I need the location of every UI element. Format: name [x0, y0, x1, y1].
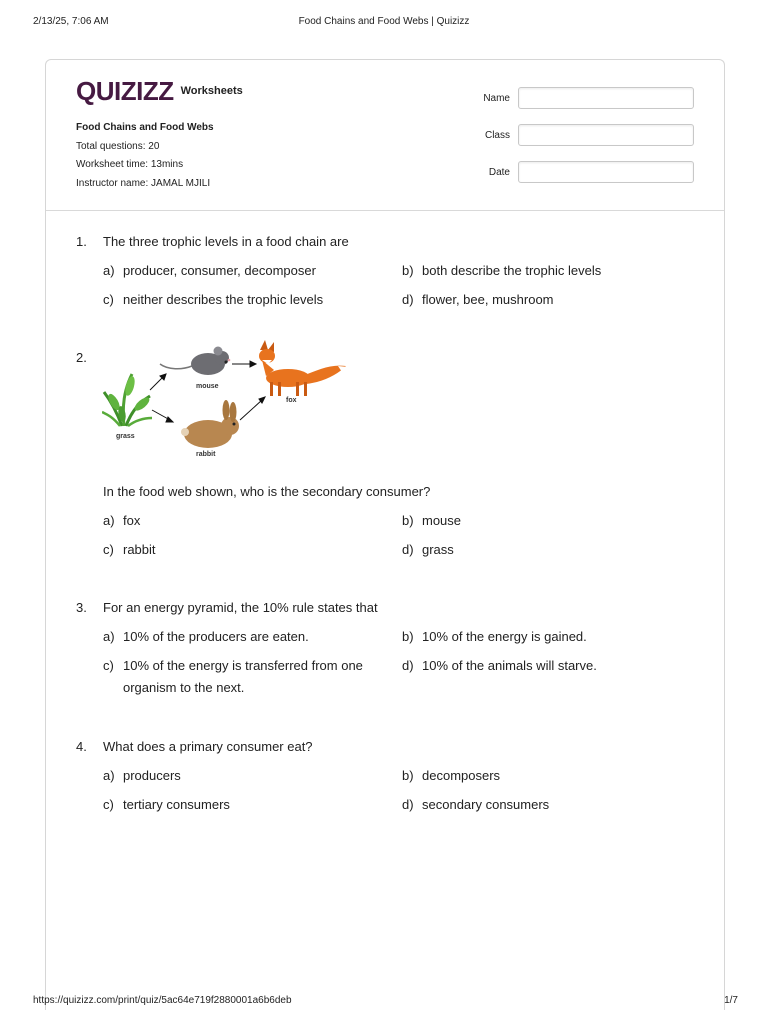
option-d	[402, 655, 692, 677]
worksheet-meta	[76, 119, 214, 193]
class-field[interactable]	[518, 124, 694, 146]
option-letter: a)	[103, 513, 115, 528]
instructor-name: Instructor name: JAMAL MJILI	[76, 177, 211, 189]
option-c	[103, 539, 373, 561]
option-b	[402, 765, 692, 787]
option-a	[103, 626, 373, 648]
option-b	[402, 626, 692, 648]
option-b	[402, 260, 692, 282]
option-d	[402, 289, 692, 311]
option-text: decomposers	[422, 768, 501, 783]
fox-label: fox	[286, 397, 297, 404]
date-label: Date	[488, 166, 510, 178]
option-text: 10% of the animals will starve.	[422, 658, 597, 673]
option-text: rabbit	[123, 542, 156, 557]
option-text-continued: organism to the next.	[123, 680, 245, 695]
food-web-image	[102, 340, 352, 462]
rabbit-icon	[181, 400, 239, 448]
option-letter: a)	[103, 768, 115, 783]
option-d	[402, 539, 692, 561]
option-a	[103, 765, 373, 787]
option-text: producers	[123, 768, 181, 783]
option-c	[103, 289, 373, 311]
worksheet-title: Food Chains and Food Webs	[76, 122, 214, 133]
option-a	[103, 510, 373, 532]
option-text: tertiary consumers	[123, 797, 230, 812]
question-text: For an energy pyramid, the 10% rule states that	[103, 600, 378, 615]
option-d	[402, 794, 692, 816]
quizizz-logo: QUIZIZZ	[76, 76, 174, 106]
question-number: 1.	[76, 234, 87, 249]
option-letter: a)	[103, 629, 115, 644]
question-number: 2.	[76, 350, 87, 365]
rabbit-label: rabbit	[196, 451, 216, 458]
option-text: flower, bee, mushroom	[422, 292, 554, 307]
option-a	[103, 260, 373, 282]
question-number: 4.	[76, 739, 87, 754]
option-text: mouse	[422, 513, 462, 528]
option-letter: c)	[103, 658, 114, 673]
class-label: Class	[484, 129, 510, 141]
print-url: https://quizizz.com/print/quiz/5ac64e719f2880001a6b6deb	[33, 995, 292, 1006]
option-text: secondary consumers	[422, 797, 550, 812]
option-text: grass	[422, 542, 454, 557]
option-letter: c)	[103, 542, 114, 557]
fox-icon	[259, 340, 348, 396]
option-letter: b)	[402, 513, 414, 528]
option-letter: d)	[402, 292, 414, 307]
mouse-label: mouse	[196, 383, 219, 390]
grass-label: grass	[116, 433, 135, 440]
student-fields	[483, 87, 694, 198]
print-date: 2/13/25, 7:06 AM	[33, 16, 109, 27]
page-number: 1/7	[724, 995, 738, 1006]
total-questions: Total questions: 20	[76, 140, 160, 152]
date-field[interactable]	[518, 161, 694, 183]
option-text: fox	[123, 513, 141, 528]
question-text: In the food web shown, who is the secondary consumer?	[103, 484, 431, 499]
option-c	[103, 794, 373, 816]
date-field-row	[483, 161, 694, 183]
option-text: 10% of the energy is transferred from one	[123, 658, 363, 673]
option-letter: a)	[103, 263, 115, 278]
worksheet-time: Worksheet time: 13mins	[76, 159, 184, 170]
option-letter: c)	[103, 292, 114, 307]
product-label: Worksheets	[180, 85, 243, 97]
worksheet-card	[45, 59, 725, 1010]
class-field-row	[483, 124, 694, 146]
question-number: 3.	[76, 600, 87, 615]
option-letter: b)	[402, 768, 414, 783]
print-title: Food Chains and Food Webs | Quizizz	[298, 16, 470, 27]
option-b	[402, 510, 692, 532]
option-c	[103, 655, 373, 699]
worksheet-header	[46, 60, 724, 211]
option-letter: b)	[402, 263, 414, 278]
option-letter: d)	[402, 658, 414, 673]
brand	[76, 78, 243, 104]
option-text: both describe the trophic levels	[422, 263, 602, 278]
name-field-row	[483, 87, 694, 109]
grass-icon	[102, 374, 152, 426]
option-letter: d)	[402, 797, 414, 812]
option-letter: b)	[402, 629, 414, 644]
mouse-icon	[160, 347, 230, 376]
name-label: Name	[483, 92, 510, 104]
option-text: neither describes the trophic levels	[123, 292, 324, 307]
option-text: 10% of the energy is gained.	[422, 629, 587, 644]
option-letter: d)	[402, 542, 414, 557]
option-text: producer, consumer, decomposer	[123, 263, 316, 278]
name-field[interactable]	[518, 87, 694, 109]
option-letter: c)	[103, 797, 114, 812]
option-text: 10% of the producers are eaten.	[123, 629, 309, 644]
question-text: The three trophic levels in a food chain are	[103, 234, 349, 249]
question-text: What does a primary consumer eat?	[103, 739, 313, 754]
